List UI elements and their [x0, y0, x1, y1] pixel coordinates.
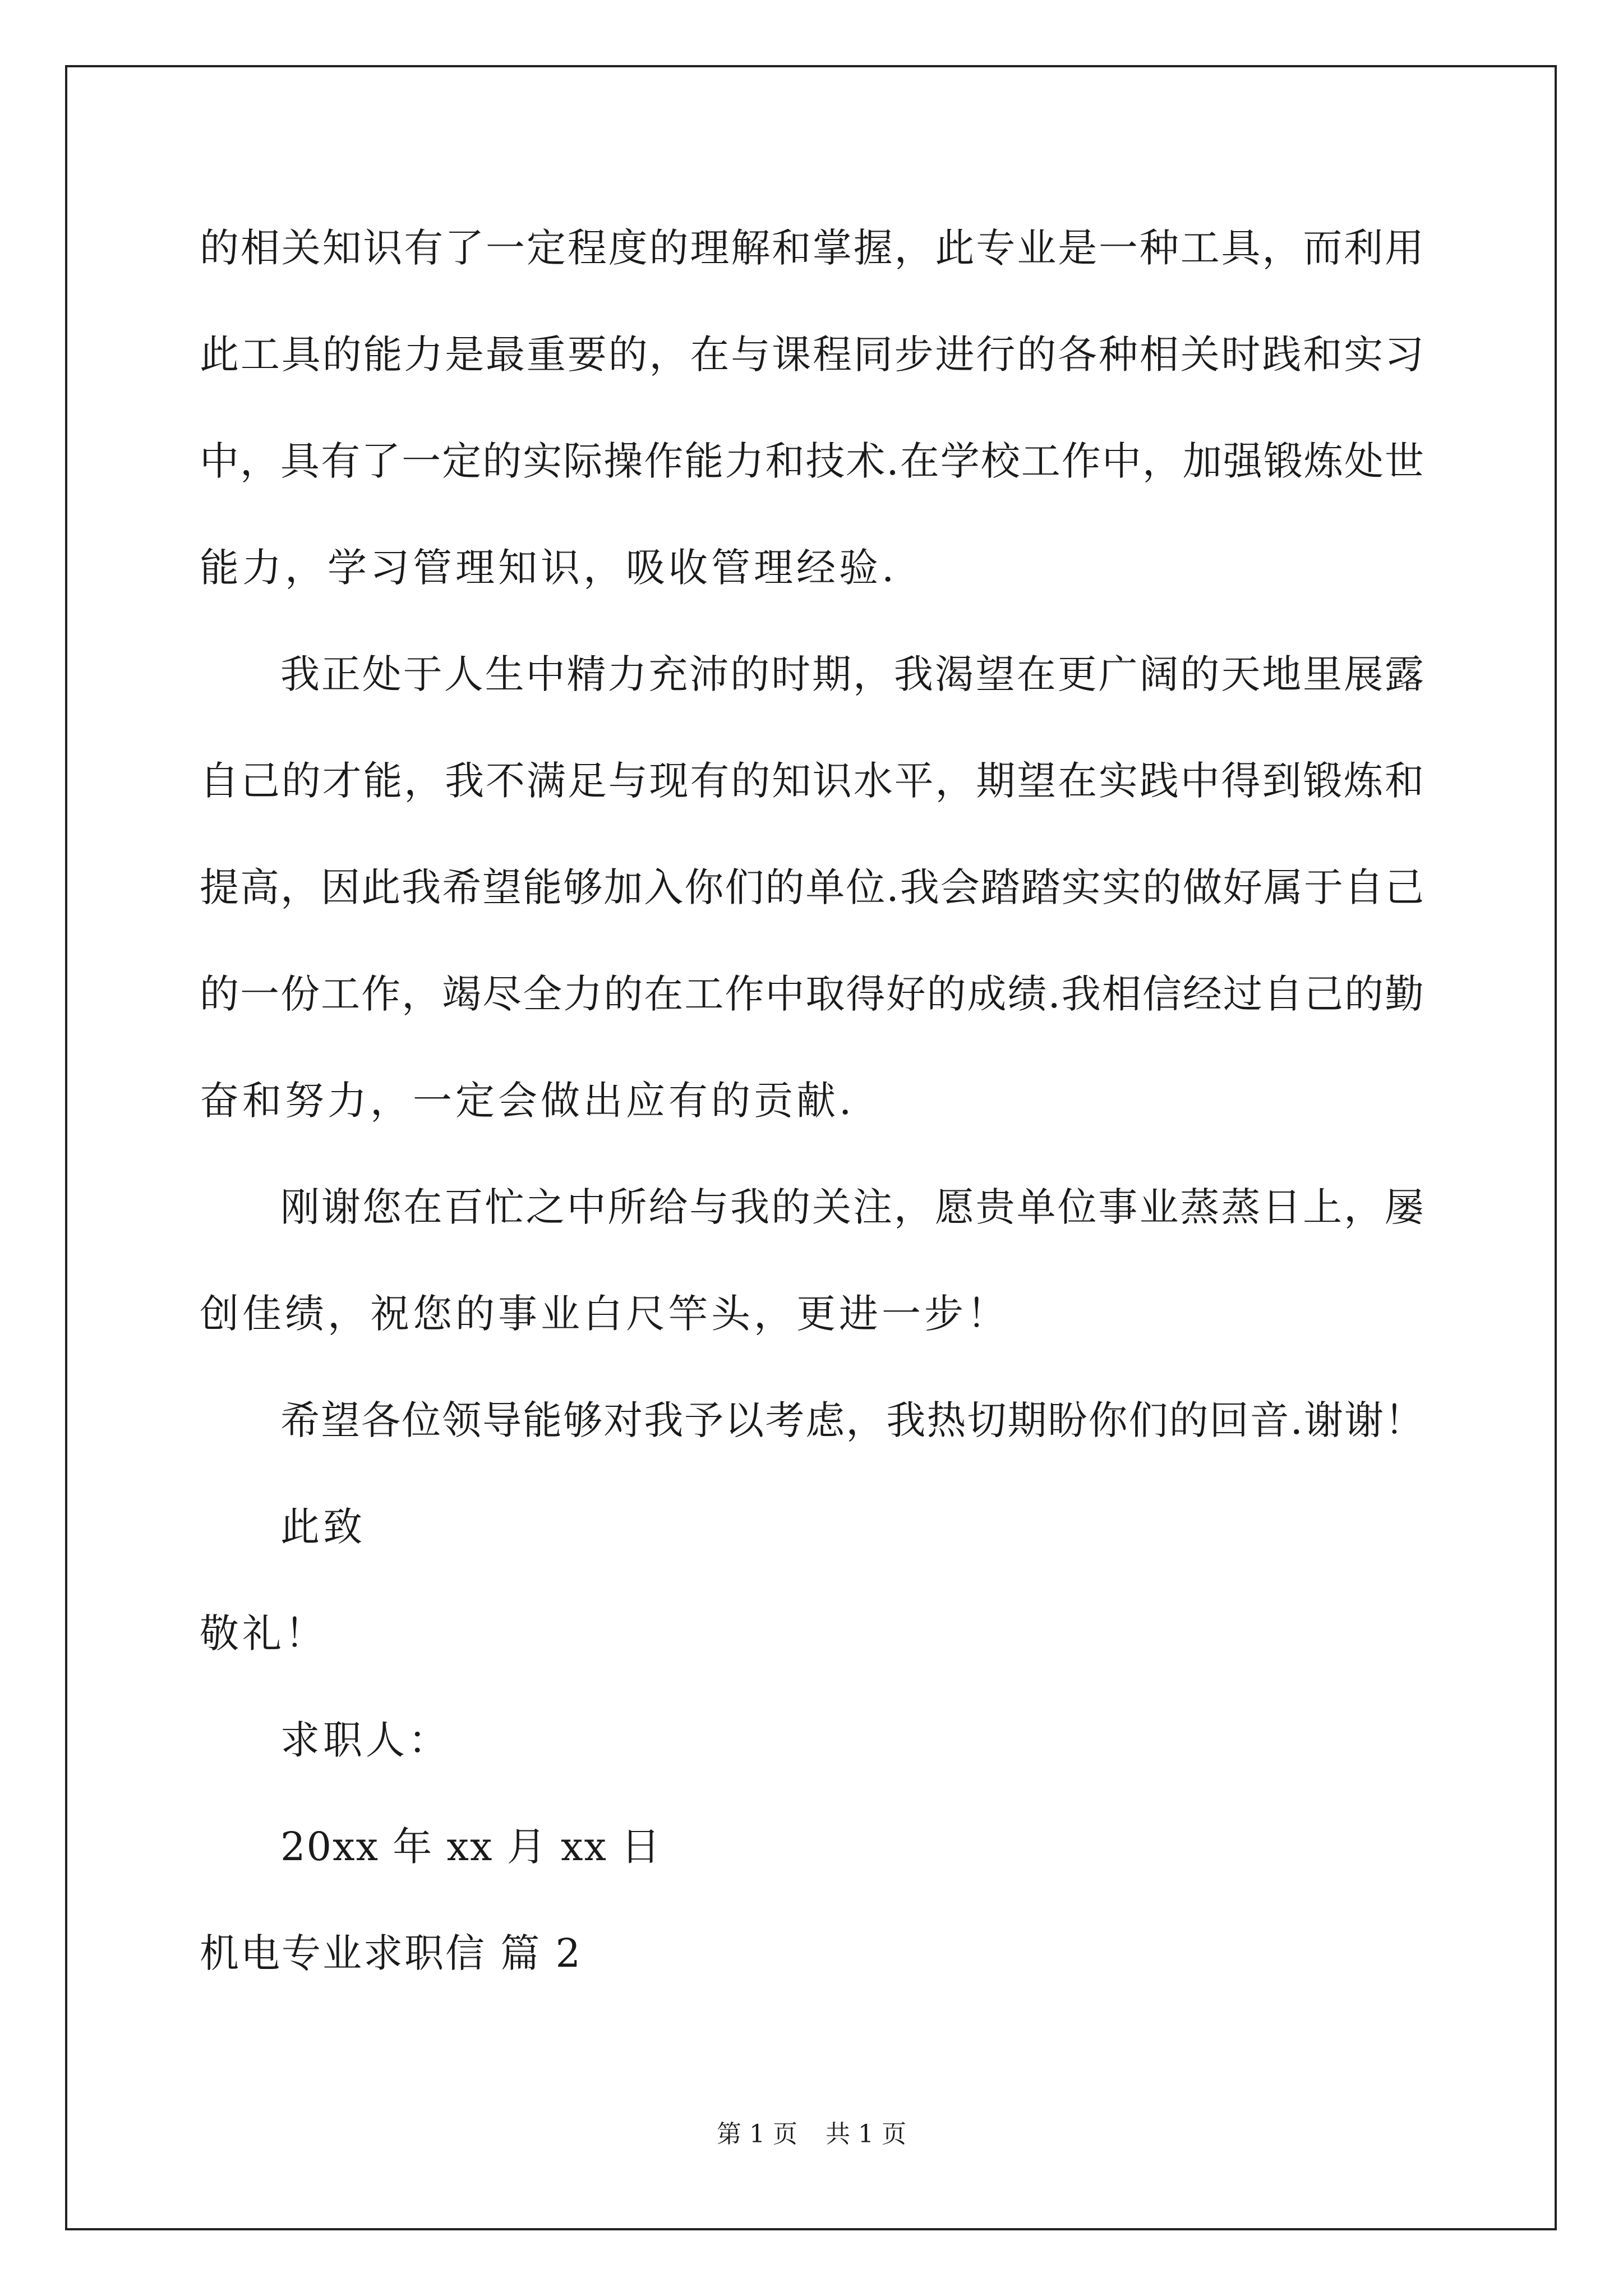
page-total: 共 1 页	[826, 2120, 906, 2148]
page-footer	[0, 2118, 1623, 2151]
body-line-5: 我正处于人生中精力充沛的时期，我渴望在更广阔的天地里展露	[280, 651, 1424, 697]
salutation-line: 敬礼！	[200, 1611, 328, 1657]
closing-line: 此致	[280, 1504, 366, 1550]
body-line-7: 提高，因此我希望能够加入你们的单位.我会踏踏实实的做好属于自己	[200, 864, 1424, 910]
body-line-11: 创佳绩，祝您的事业白尺竿头，更进一步！	[200, 1291, 1009, 1337]
applicant-line: 求职人：	[280, 1717, 451, 1763]
body-line-12: 希望各位领导能够对我予以考虑，我热切期盼你们的回音.谢谢！	[280, 1397, 1424, 1443]
body-line-2: 此工具的能力是最重要的，在与课程同步进行的各种相关时践和实习	[200, 332, 1424, 378]
body-line-9: 奋和努力，一定会做出应有的贡献.	[200, 1078, 855, 1124]
body-line-1: 的相关知识有了一定程度的理解和掌握，此专业是一种工具，而利用	[200, 225, 1424, 271]
body-line-8: 的一份工作，竭尽全力的在工作中取得好的成绩.我相信经过自己的勤	[200, 971, 1424, 1017]
body-line-3: 中，具有了一定的实际操作能力和技术.在学校工作中，加强锻炼处世	[200, 438, 1424, 484]
body-line-10: 刚谢您在百忙之中所给与我的关注，愿贵单位事业蒸蒸日上，屡	[280, 1184, 1424, 1230]
page-number: 第 1 页	[717, 2120, 797, 2148]
section-heading: 机电专业求职信 篇 2	[200, 1930, 583, 1976]
date-line: 20xx 年 xx 月 xx 日	[280, 1824, 662, 1870]
body-line-6: 自己的才能，我不满足与现有的知识水平，期望在实践中得到锻炼和	[200, 758, 1424, 804]
body-line-4: 能力，学习管理知识，吸收管理经验.	[200, 545, 898, 591]
page-border	[65, 65, 1557, 2230]
